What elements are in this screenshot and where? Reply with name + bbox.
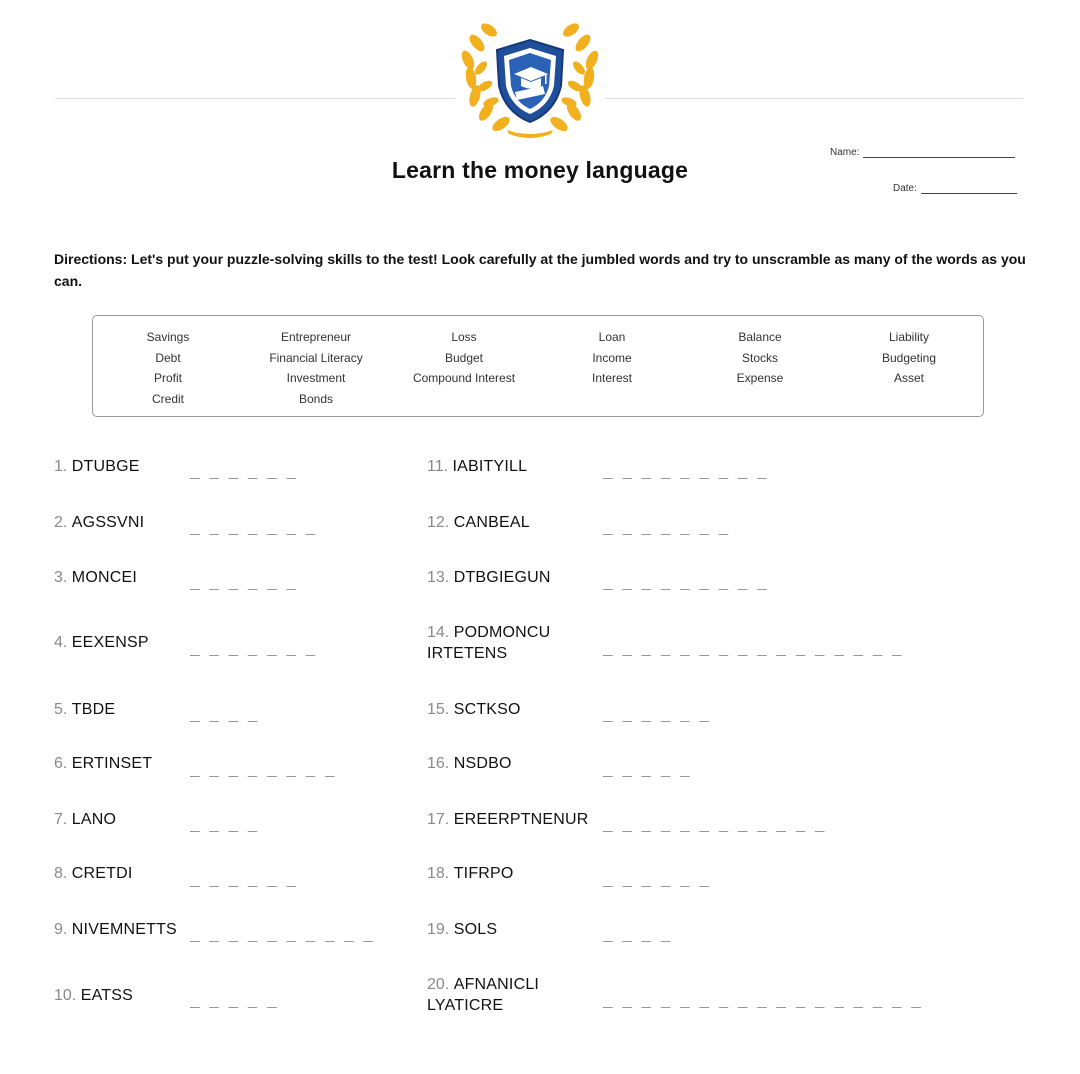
answer-blanks[interactable]: _ _ _ _ _ _ _ _ _ _ _ _ _ _ _ _ _ xyxy=(603,989,921,1008)
scrambled-word: AFNANICLI xyxy=(453,976,540,993)
scrambled-word: NSDBO xyxy=(453,755,512,772)
puzzle-item xyxy=(54,512,144,533)
answer-blanks[interactable]: _ _ _ _ xyxy=(190,813,258,832)
answer-blanks[interactable]: _ _ _ _ _ _ _ _ _ xyxy=(603,571,767,590)
answer-blanks[interactable]: _ _ _ _ _ _ _ xyxy=(190,637,316,656)
item-number: 11. xyxy=(427,458,449,475)
word-bank-word: Savings xyxy=(146,330,190,344)
word-bank-word: Expense xyxy=(736,371,784,385)
laurel-shield-logo xyxy=(455,16,605,140)
word-bank-word: Asset xyxy=(893,371,924,385)
date-line[interactable] xyxy=(921,182,1017,194)
word-bank-column xyxy=(93,327,243,409)
scrambled-word-continued: IRTETENS xyxy=(427,645,508,662)
word-bank-column xyxy=(537,327,687,389)
answer-blanks[interactable]: _ _ _ _ _ _ _ _ xyxy=(190,758,335,777)
item-number: 20. xyxy=(427,976,450,993)
answer-blanks[interactable]: _ _ _ _ _ _ xyxy=(190,571,296,590)
name-field[interactable] xyxy=(830,146,1015,158)
scrambled-word: TIFRPO xyxy=(453,865,514,882)
answer-blanks[interactable]: _ _ _ _ _ _ _ _ _ _ _ _ _ _ _ _ xyxy=(603,637,902,656)
word-bank-word: Budget xyxy=(444,350,484,365)
answer-blanks[interactable]: _ _ _ _ _ _ xyxy=(603,868,709,887)
answer-blanks[interactable]: _ _ _ _ _ _ _ xyxy=(603,516,729,535)
answer-blanks[interactable]: _ _ _ _ _ _ _ _ _ xyxy=(603,460,767,479)
scrambled-word: EREERPTNENUR xyxy=(453,811,589,828)
answer-blanks[interactable]: _ _ _ _ xyxy=(190,703,258,722)
scrambled-word: AGSSVNI xyxy=(71,514,145,531)
scrambled-word: MONCEI xyxy=(71,569,137,586)
word-bank-column xyxy=(241,327,391,409)
item-number: 4. xyxy=(54,634,68,651)
puzzle-item xyxy=(427,809,589,830)
item-number: 10. xyxy=(54,987,77,1004)
word-bank-word: Financial Literacy xyxy=(269,350,363,365)
item-number: 5. xyxy=(54,701,68,718)
scrambled-word: SCTKSO xyxy=(453,701,521,718)
puzzle-item xyxy=(54,809,116,830)
word-bank-word: Budgeting xyxy=(881,350,937,365)
word-bank-word: Credit xyxy=(151,391,184,406)
answer-blanks[interactable]: _ _ _ _ _ _ _ xyxy=(190,516,316,535)
scrambled-word: CRETDI xyxy=(71,865,133,882)
date-label: Date: xyxy=(893,183,917,194)
answer-blanks[interactable]: _ _ _ _ _ xyxy=(603,758,690,777)
puzzle-item xyxy=(54,632,149,653)
answer-blanks[interactable]: _ _ _ _ _ xyxy=(190,989,277,1008)
scrambled-word: DTBGIEGUN xyxy=(453,569,551,586)
word-bank-word: Liability xyxy=(888,330,930,344)
puzzle-item xyxy=(427,456,527,477)
word-bank-word: Debt xyxy=(155,350,181,365)
item-number: 12. xyxy=(427,514,450,531)
puzzle-item xyxy=(54,919,177,940)
answer-blanks[interactable]: _ _ _ _ _ _ _ _ _ _ _ _ xyxy=(603,813,825,832)
puzzle-item xyxy=(54,699,115,720)
puzzle-item xyxy=(427,512,530,533)
answer-blanks[interactable]: _ _ _ _ _ _ xyxy=(190,460,296,479)
item-number: 9. xyxy=(54,921,68,938)
puzzle-item xyxy=(54,863,133,884)
puzzle-item xyxy=(54,567,137,588)
date-field[interactable] xyxy=(893,182,1017,194)
scrambled-word: PODMONCU xyxy=(453,624,551,641)
item-number: 14. xyxy=(427,624,450,641)
scrambled-word: ERTINSET xyxy=(71,755,153,772)
item-number: 3. xyxy=(54,569,68,586)
scrambled-word: SOLS xyxy=(453,921,498,938)
puzzle-item xyxy=(54,985,133,1006)
item-number: 15. xyxy=(427,701,450,718)
item-number: 6. xyxy=(54,755,68,772)
word-bank-word: Stocks xyxy=(741,350,778,365)
puzzle-item xyxy=(427,919,497,940)
word-bank xyxy=(92,315,984,417)
item-number: 8. xyxy=(54,865,68,882)
scrambled-word: CANBEAL xyxy=(453,514,530,531)
word-bank-column xyxy=(685,327,835,389)
answer-blanks[interactable]: _ _ _ _ xyxy=(603,923,671,942)
item-number: 17. xyxy=(427,811,450,828)
puzzle-item xyxy=(54,456,140,477)
puzzle-item xyxy=(427,753,512,774)
directions-text: Directions: Let's put your puzzle-solving skills to the test! Look carefully at the jumbled words and try to unscramble as many of the words as you can. xyxy=(54,251,1026,289)
word-bank-word: Bonds xyxy=(298,391,334,406)
scrambled-word: NIVEMNETTS xyxy=(71,921,177,938)
scrambled-word: IABITYILL xyxy=(452,458,528,475)
answer-blanks[interactable]: _ _ _ _ _ _ xyxy=(190,868,296,887)
scrambled-word: EEXENSP xyxy=(71,634,149,651)
item-number: 7. xyxy=(54,811,68,828)
item-number: 19. xyxy=(427,921,450,938)
name-label: Name: xyxy=(830,147,860,158)
word-bank-word: Entrepreneur xyxy=(280,330,352,344)
word-bank-word: Profit xyxy=(153,371,182,385)
item-number: 16. xyxy=(427,755,450,772)
scrambled-word: DTUBGE xyxy=(71,458,140,475)
puzzle-item xyxy=(427,974,539,1016)
puzzle-item xyxy=(427,699,521,720)
word-bank-word: Loan xyxy=(598,330,626,344)
item-number: 1. xyxy=(54,458,68,475)
word-bank-word: Interest xyxy=(591,371,633,385)
word-bank-column xyxy=(834,327,984,389)
name-line[interactable] xyxy=(863,146,1015,158)
item-number: 2. xyxy=(54,514,68,531)
word-bank-word: Investment xyxy=(286,371,346,385)
puzzle-item xyxy=(427,567,551,588)
scrambled-word: LANO xyxy=(71,811,117,828)
puzzle-item xyxy=(54,753,152,774)
word-bank-word: Loss xyxy=(451,330,477,344)
puzzle-item xyxy=(427,863,514,884)
answer-blanks[interactable]: _ _ _ _ _ _ _ _ _ _ xyxy=(190,923,374,942)
scrambled-word: TBDE xyxy=(71,701,116,718)
scrambled-word-continued: LYATICRE xyxy=(427,997,504,1014)
word-bank-word: Income xyxy=(592,350,632,365)
page-title: Learn the money language xyxy=(391,157,689,183)
scrambled-word: EATSS xyxy=(80,987,133,1004)
word-bank-word: Balance xyxy=(738,330,782,344)
item-number: 13. xyxy=(427,569,450,586)
word-bank-word: Compound Interest xyxy=(412,371,516,385)
item-number: 18. xyxy=(427,865,450,882)
puzzle-item xyxy=(427,622,550,664)
word-bank-column xyxy=(389,327,539,389)
answer-blanks[interactable]: _ _ _ _ _ _ xyxy=(603,703,709,722)
